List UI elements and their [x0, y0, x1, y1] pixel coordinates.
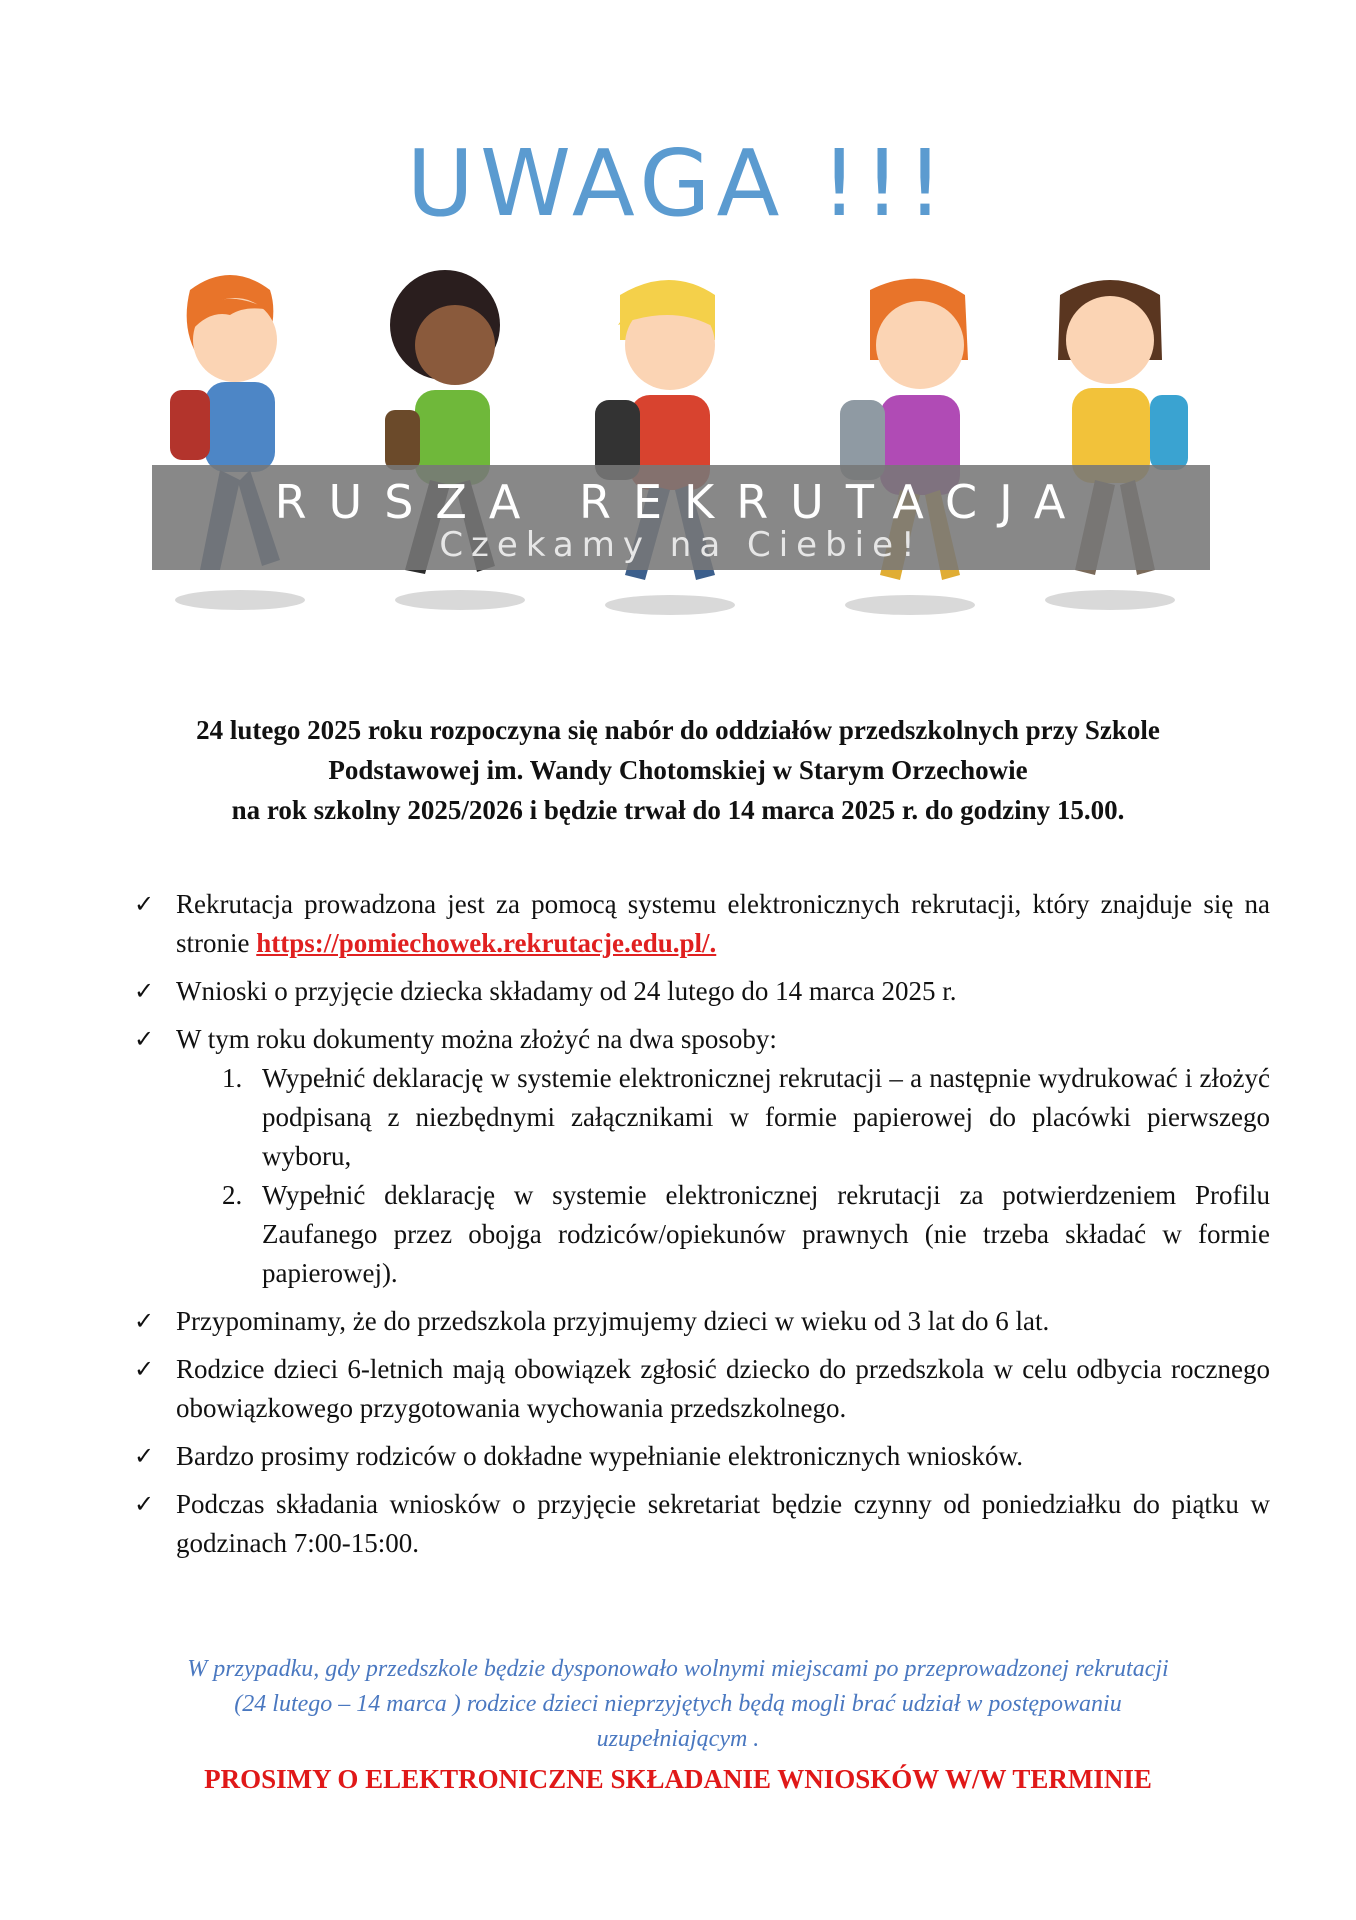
bullet-text: Przypominamy, że do przedszkola przyjmujemy dzieci w wieku od 3 lat do 6 lat. — [176, 1306, 1050, 1336]
submission-methods-list — [176, 1059, 1270, 1293]
note-line: W przypadku, gdy przedszkole będzie dysponowało wolnymi miejscami po przeprowadzonej rekrutacji — [187, 1656, 1169, 1682]
submission-method-text: Wypełnić deklarację w systemie elektronicznej rekrutacji – a następnie wydrukować i złożyć podpisaną z niezbędnymi załącznikami w formie papierowej do placówki pierwszego wyboru, — [262, 1063, 1270, 1171]
bullet-item — [130, 972, 1270, 1011]
poster-title: UWAGA !!! — [406, 130, 950, 237]
list-number: 1. — [222, 1063, 243, 1093]
submission-method-item — [176, 1176, 1270, 1293]
info-bullet-list — [130, 885, 1270, 1572]
recruitment-website-link[interactable]: https://pomiechowek.rekrutacje.edu.pl/. — [256, 928, 717, 958]
list-number: 2. — [222, 1180, 243, 1210]
checkmark-icon: ✓ — [134, 1025, 155, 1053]
note-line: (24 lutego – 14 marca ) rodzice dzieci nieprzyjętych będą mogli brać udział w postępowaniu — [234, 1691, 1122, 1717]
checkmark-icon: ✓ — [134, 1490, 155, 1518]
children-illustration — [150, 270, 1210, 640]
intro-line: Podstawowej im. Wandy Chotomskiej w Starym Orzechowie — [328, 755, 1028, 785]
bullet-text: W tym roku dokumenty można złożyć na dwa sposoby: — [176, 1024, 777, 1054]
bullet-item — [130, 1485, 1270, 1563]
checkmark-icon: ✓ — [134, 977, 155, 1005]
recruitment-banner — [152, 465, 1210, 570]
note-line: uzupełniającym . — [596, 1726, 760, 1752]
bullet-item — [130, 1437, 1270, 1476]
intro-paragraph — [90, 710, 1266, 830]
bullet-text: Bardzo prosimy rodziców o dokładne wypełnianie elektronicznych wniosków. — [176, 1441, 1024, 1471]
bullet-text: Rekrutacja prowadzona jest za pomocą systemu elektronicznych rekrutacji, który znajduje się na stronie — [176, 889, 1270, 958]
checkmark-icon: ✓ — [134, 1307, 155, 1335]
checkmark-icon: ✓ — [134, 1442, 155, 1470]
checkmark-icon: ✓ — [134, 890, 155, 918]
recruitment-banner-subtitle: Czekamy na Ciebie! — [439, 525, 923, 565]
bullet-text: Podczas składania wniosków o przyjęcie sekretariat będzie czynny od poniedziałku do piątku w godzinach 7:00-15:00. — [176, 1489, 1270, 1558]
bullet-item — [130, 1302, 1270, 1341]
intro-line: na rok szkolny 2025/2026 i będzie trwał do 14 marca 2025 r. do godziny 15.00. — [231, 795, 1125, 825]
intro-line: 24 lutego 2025 roku rozpoczyna się nabór do oddziałów przedszkolnych przy Szkole — [196, 715, 1160, 745]
bullet-text: Wnioski o przyjęcie dziecka składamy od 24 lutego do 14 marca 2025 r. — [176, 976, 957, 1006]
final-notice: PROSIMY O ELEKTRONICZNE SKŁADANIE WNIOSKÓW W/W TERMINIE — [204, 1764, 1152, 1794]
supplementary-note — [100, 1652, 1256, 1757]
checkmark-icon: ✓ — [134, 1355, 155, 1383]
bullet-item — [130, 1350, 1270, 1428]
bullet-text: Rodzice dzieci 6-letnich mają obowiązek zgłosić dziecko do przedszkola w celu odbycia rocznego obowiązkowego przygotowania wychowania przedszkolnego. — [176, 1354, 1270, 1423]
submission-method-text: Wypełnić deklarację w systemie elektronicznej rekrutacji za potwierdzeniem Profilu Zaufanego przez obojga rodziców/opiekunów prawnych (nie trzeba składać w formie papierowej). — [262, 1180, 1270, 1288]
bullet-item — [130, 885, 1270, 963]
bullet-item — [130, 1020, 1270, 1293]
recruitment-banner-title: RUSZA REKRUTACJA — [274, 475, 1088, 529]
submission-method-item — [176, 1059, 1270, 1176]
